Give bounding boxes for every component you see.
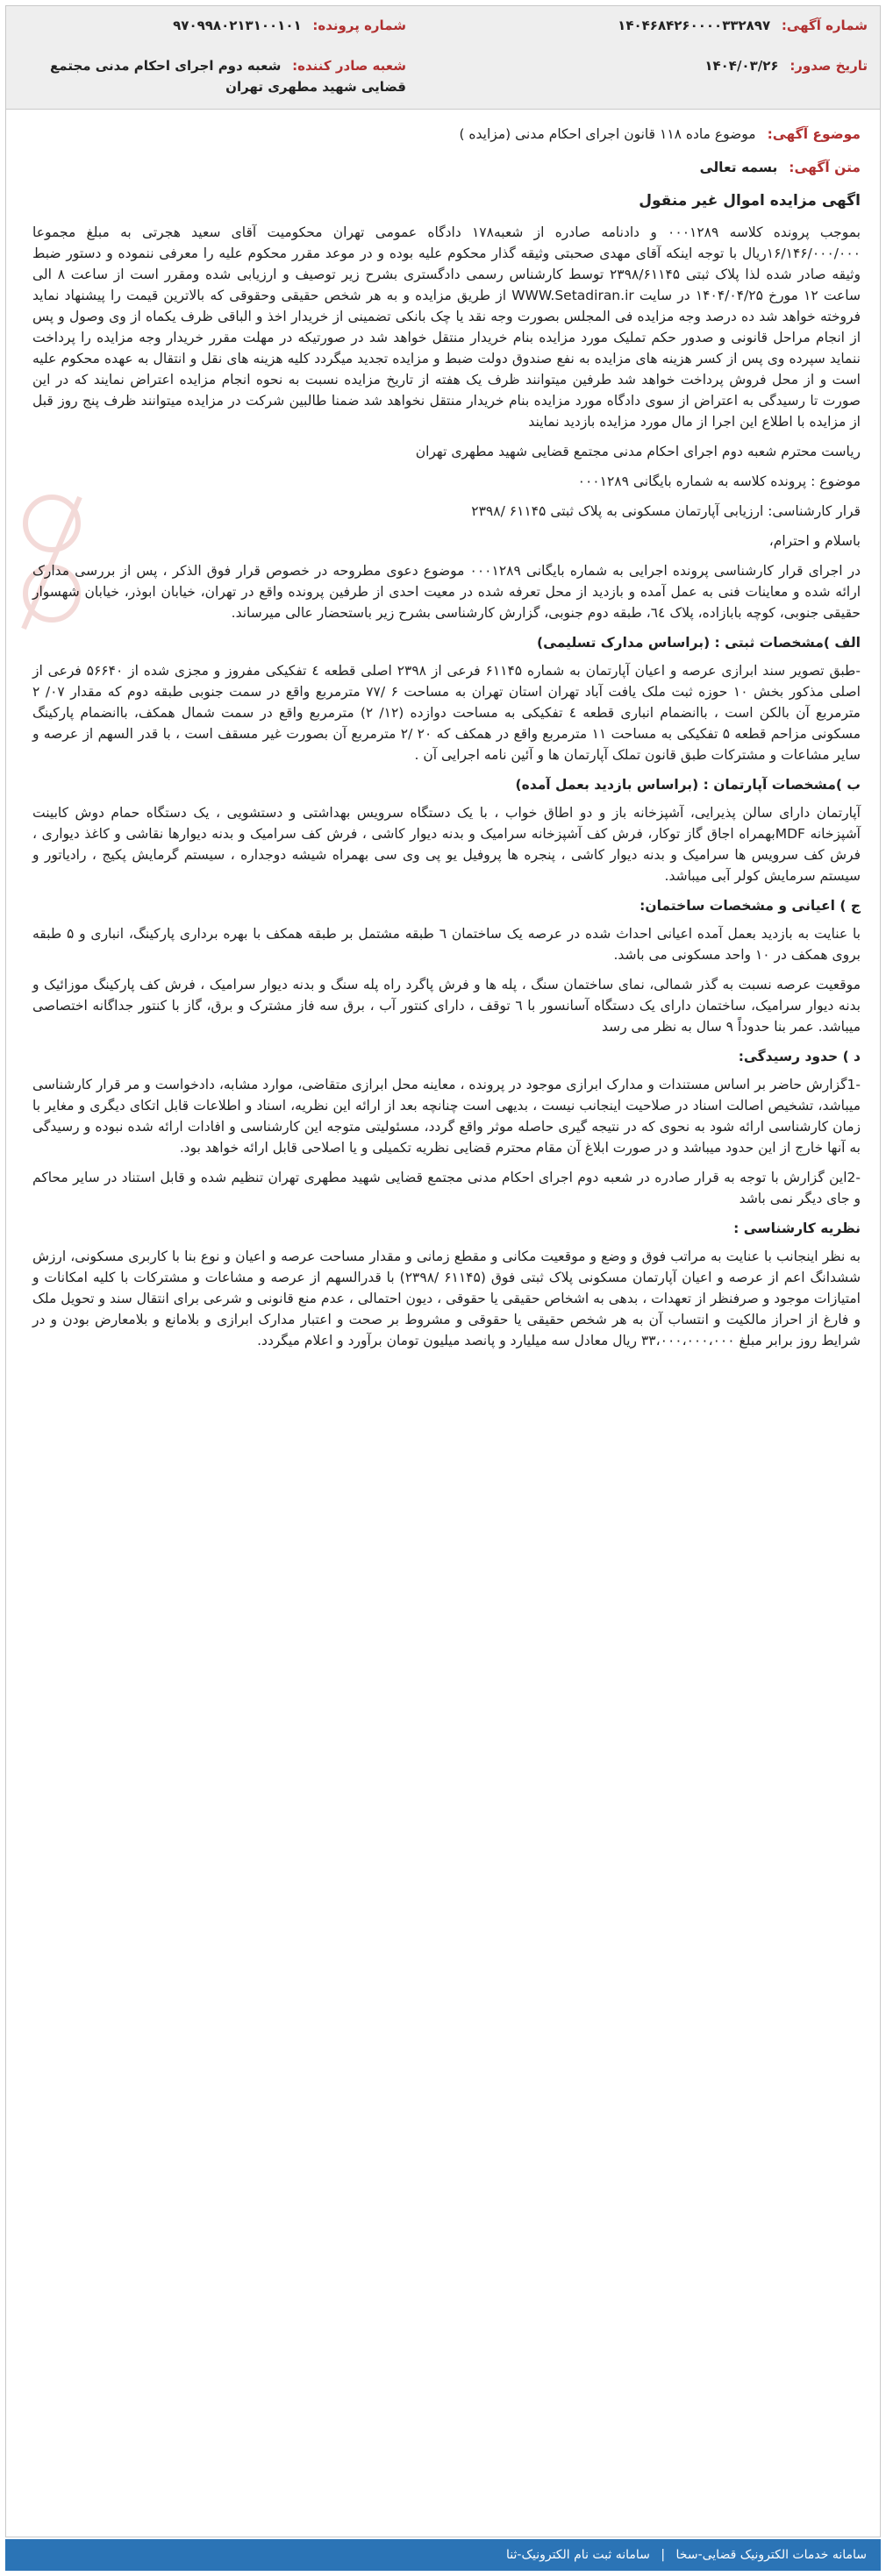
paragraph-subject: موضوع : پرونده کلاسه به شماره بایگانی ۰۰۰۱۲۸۹ — [577, 473, 861, 489]
paragraph-expert-order: قرار کارشناسی: ارزیابی آپارتمان مسکونی به پلاک ثبتی ۶۱۱۴۵ /۲۳۹۸ — [471, 503, 861, 519]
issue-date-value: ۱۴۰۴/۰۳/۲۶ — [704, 58, 779, 74]
section-registration-title: الف )مشخصات ثبتی : (براساس مدارک تسلیمی) — [537, 635, 861, 651]
issue-date-row — [704, 55, 868, 76]
case-number-value: ۹۷۰۹۹۸۰۲۱۳۱۰۰۱۰۱ — [173, 18, 302, 33]
paragraph-registration: -طبق تصویر سند ابرازی عرصه و اعیان آپارتمان به شماره ۶۱۱۴۵ فرعی از ۲۳۹۸ اصلی قطعه ٤ تفکیکی مفروز و مجزی شده از ۵۶۶۴۰ فرعی از اصلی مذکور بخش ۱۰ حوزه ثبت ملک یافت آباد تهران استان تهران به مساحت ۶ /۷۷ مترمربع واقع در سمت جنوبی طبقه دوم که مقدار ۰۷/ ۲ مترمربع آن بالکن است ، باانضمام انباری قطعه ٤ تفکیکی به مساحت دوازده (۱۲/ ۲) مترمربع واقع در سمت شمال همکف، باانضمام پارکینگ مسکونی مزاحم قطعه ۵ تفکیکی به مساحت ۱۱ مترمربع واقع در همکف که ۲۰ /۲ مترمربع آن بصورت غیر مسقف است ، با قدر السهم از عرصه و سایر مشاعات و مشترکات طبق قانون تملک آپارتمان ها و آئین نامه اجرایی آن . — [32, 663, 861, 763]
case-number-row — [173, 15, 406, 36]
section-opinion-title: نظریه کارشناسی : — [733, 1220, 861, 1236]
body-label: متن آگهی: — [789, 160, 861, 175]
body-row — [32, 157, 861, 178]
paragraph-apartment: آپارتمان دارای سالن پذیرایی، آشپزخانه باز و دو اطاق خواب ، با یک دستگاه سرویس بهداشتی و دستشویی ، یک دستگاه حمام دوش کابینت آشپزخانه MDFبهمراه اجاق گاز توکار، فرش کف آشپزخانه سرامیک و بدنه دیوار کاشی ، فرش کف سرامیک و بدنه دیوارها نقاشی و کاغذ دیواری ، فرش کف سرویس ها سرامیک و بدنه دیوار کاشی ، پنجره ها پروفیل یو پی وی سی بهمراه شیشه دوجداره ، سیستم گرمایش پکیج ، رادیاتور و سیستم سرمایش کولر آبی میباشد. — [32, 805, 861, 884]
paragraph-auction-terms: بموجب پرونده کلاسه ۰۰۰۱۲۸۹ و دادنامه صادره از شعبه۱۷۸ دادگاه عمومی تهران محکومیت آقای سعید هجرتی به مبلغ مجموعا ۱۶/۱۴۶/۰۰۰/۰۰۰ریال با توجه اینکه آقای مهدی صحبتی وثیقه گذار محکوم علیه بوده و در موعد مقرر محکوم علیه را معرفی ننموده و دستور ضبط وثیقه صادر شده لذا پلاک ثبتی ۲۳۹۸/۶۱۱۴۵ توسط کارشناس رسمی دادگستری بشرح زیر توصیف و ارزیابی شده ومقرر است از ساعت ۸ الی ساعت ۱۲ مورخ ۱۴۰۴/۰۴/۲۵ در سایت WWW.Setadiran.ir از طریق مزایده و به هر شخص حقیقی وحقوقی که بالاترین قیمت را پیشنهاد نماید فروخته خواهد شد ده درصد وجه مزایده فی المجلس بصورت وجه نقد یا چک بانکی تضمینی از خریدار اخذ و الباقی ظرف یکماه از وی وصول و پس از انجام مراحل قانونی و صدور حکم تملیک مورد مزایده بنام خریدار منتقل خواهد شد در صورتیکه در مهلت مقرر خریدار وجه مزایده را پرداخت ننماید سپرده وی پس از کسر هزینه های مزایده به نفع صندوق دولت ضبط و مزایده تجدید میگردد کلیه هزینه های نقل و انتقال به عهده محکوم علیه است و از محل فروش پرداخت خواهد شد طرفین میتوانند ظرف یک هفته از تاریخ مزایده نسبت به نحوه انجام مزایده اعتراض نمایند که در این صورت تا رسیدگی به اعتراض از سوی دادگاه مورد مزایده بنام خریدار منتقل نخواهد شد ضمنا طالبین شرکت در مزایده میتوانند ظرف پنج روز قبل از مزایده با اطلاع این اجرا از مال مورد مزایده بازدید نمایند — [32, 224, 861, 430]
paragraph-building-a: با عنایت به بازدید بعمل آمده اعیانی احداث شده در عرصه یک ساختمان ٦ طبقه مشتمل بر طبقه همکف با بهره برداری پارکینگ، انباری و ۵ طبقه بروی همکف در ۱۰ واحد مسکونی می باشد. — [32, 926, 861, 963]
issuing-branch-label: شعبه صادر کننده: — [292, 58, 406, 74]
section-scope-title: د ) حدود رسیدگی: — [738, 1049, 861, 1064]
paragraph-intro: در اجرای قرار کارشناسی پرونده اجرایی به شماره بایگانی ۰۰۰۱۲۸۹ موضوع دعوی مطروحه در خصوص قرار فوق الذکر ، پس از بررسی مدارک ارائه شده و معاینات فنی به عمل آمده و بازدید از محل تعرفه شده در معیت احدی از طرفین پرونده واقع در تهران، خیابان ابوذر، خیابان شهسوار حقیقی جنوبی، کوچه بابازاده، پلاک ٦٤، طبقه دوم جنوبی، گزارش کارشناسی بشرح زیر باستحضار عالی میرساند. — [32, 563, 861, 621]
notice-title: اگهی مزایده اموال غیر منقول — [639, 192, 861, 210]
paragraph-addressee: ریاست محترم شعبه دوم اجرای احکام مدنی مجتمع قضایی شهید مطهری تهران — [415, 444, 861, 459]
issuing-branch-value: شعبه دوم اجرای احکام مدنی مجتمع قضایی شهید مطهری تهران — [50, 58, 406, 95]
notice-content — [32, 124, 861, 1360]
footer-bar — [5, 2539, 881, 2571]
notice-header — [6, 6, 880, 110]
paragraph-opinion: به نظر اینجانب با عنایت به مراتب فوق و وضع و موقعیت مکانی و مقطع زمانی و مقدار مساحت عرصه و اعیان و نوع بنا با کاربری مسکونی، ارزش ششدانگ اعم از عرصه و اعیان آپارتمان مسکونی پلاک ثبتی فوق (۶۱۱۴۵ /۲۳۹۸) با قدرالسهم از عرصه و مشاعات و مشترکات با کلیه امکانات و امتیازات موجود و صرفنظر از تعهدات ، بدهی به اشخاص حقیقی یا حقوقی ، دیون احتمالی ، عدم منع قانونی و شرعی برای انتقال سند و تحویل ملک و فارغ از احراز مالکیت و انتساب آن به هر شخص حقیقی یا حقوقی و مشروط بر صحت و اعتبار مدارک ابرازی و بلامانع و بلامعارض بودن و در شرایط روز برابر مبلغ ۳۳،۰۰۰،۰۰۰،۰۰۰ ریال معادل سه میلیارد و پانصد میلیون تومان برآورد و اعلام میگردد. — [32, 1249, 861, 1348]
paragraph-building-b: موقعیت عرصه نسبت به گذر شمالی، نمای ساختمان سنگ ، پله ها و فرش پاگرد راه پله سنگ و بدنه دیوار سرامیک ، فرش کف پارکینگ موزائیک و بدنه دیوار سرامیک، ساختمان دارای یک دستگاه آسانسور با ٦ توقف ، دارای کنتور آب ، برق سه فاز مشترک و برق، گاز با کنتور جداگانه اختصاصی میباشد. عمر بنا حدوداً ۹ سال به نظر می رسد — [32, 977, 861, 1035]
footer-link-sakha[interactable]: سامانه خدمات الکترونیک قضایی-سخا — [675, 2548, 867, 2562]
ad-number-row — [618, 15, 868, 36]
paragraph-scope-a: -1گزارش حاضر بر اساس مستندات و مدارک ابرازی موجود در پرونده ، معاینه محل ابرازی متقاضی، موارد مشابه، دادخواست و مر قرار کارشناسی میباشد، تشخیص اصالت اسناد در صلاحیت اینجانب نیست ، بدیهی است چنانچه بعد از ارائه این نظریه، اسناد و اطلاعات قابل اتکای دیگری و مغایر با زمان کارشناسی ارائه شود به نحوی که در نتیجه گیری حاصله موثر واقع گردد، مسئولیتی متوجه این کارشناسی و افادات ارائه شده نبوده و رسیدگی به آنها خارج از این حدود میباشد و در صورت ابلاغ آن مقام محترم قضایی نظریه تکمیلی و یا اصلاحی قابل ارائه خواهد بود. — [32, 1077, 861, 1156]
ad-number-value: ۱۴۰۴۶۸۴۲۶۰۰۰۰۳۳۲۸۹۷ — [618, 18, 771, 33]
section-apartment-title: ب )مشخصات آپارتمان : (براساس بازدید بعمل آمده) — [515, 777, 861, 793]
subject-value: موضوع ماده ۱۱۸ قانون اجرای احکام مدنی (مزایده ) — [459, 126, 756, 142]
subject-label: موضوع آگهی: — [767, 126, 861, 142]
notice-frame — [5, 5, 881, 2537]
issuing-branch-row — [20, 55, 406, 97]
body-opening: بسمه تعالی — [699, 160, 778, 175]
paragraph-scope-b: -2این گزارش با توجه به قرار صادره در شعبه دوم اجرای احکام مدنی مجتمع قضایی شهید مطهری تهران تنظیم شده و قابل استناد در سایر محاکم و جای دیگر نمی باشد — [32, 1170, 861, 1206]
footer-separator: | — [661, 2548, 666, 2562]
paragraph-greeting: باسلام و احترام، — [768, 533, 861, 549]
issue-date-label: تاریخ صدور: — [790, 58, 868, 74]
ad-number-label: شماره آگهی: — [781, 18, 868, 33]
subject-row — [32, 124, 861, 145]
footer-link-sana[interactable]: سامانه ثبت نام الکترونیک-ثنا — [506, 2548, 650, 2562]
case-number-label: شماره پرونده: — [312, 18, 406, 33]
section-building-title: ج ) اعیانی و مشخصات ساختمان: — [639, 898, 861, 914]
